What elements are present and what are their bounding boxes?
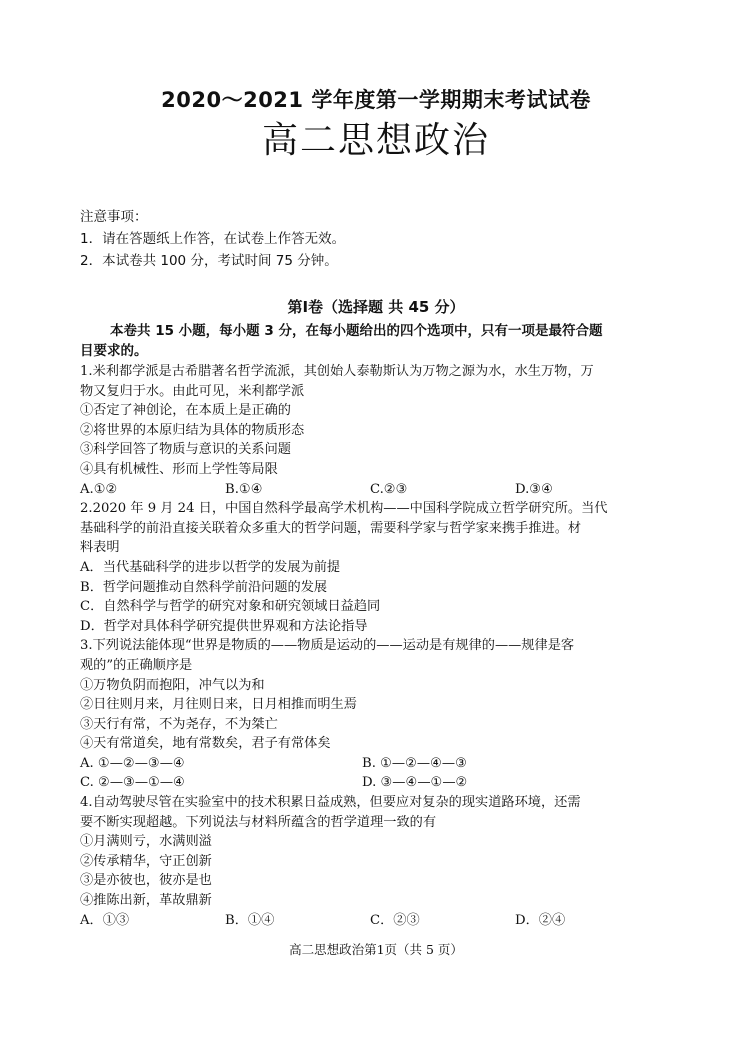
q4-option-d: D．②④ — [515, 912, 566, 928]
q3-option-c: C. ②—③—①—④ — [80, 775, 185, 791]
q2-stem-line: 2.2020 年 9 月 24 日，中国自然科学最高学术机构——中国科学院成立哲学研究所。当代 — [80, 501, 608, 517]
q3-option-a: A. ①—②—③—④ — [80, 755, 185, 771]
q3-stem-line: 3.下列说法能体现“世界是物质的——物质是运动的——运动是有规律的——规律是客 — [80, 638, 575, 654]
q2-option-b: B．哲学问题推动自然科学前沿问题的发展 — [80, 579, 328, 595]
q1-item: ④具有机械性、形而上学性等局限 — [80, 461, 278, 477]
q2-stem-line: 基础科学的前沿直接关联着众多重大的哲学问题，需要科学家与哲学家来携手推进。材 — [80, 520, 582, 536]
instruction-line: 本卷共 15 小题，每小题 3 分，在每小题给出的四个选项中，只有一项是最符合题 — [110, 323, 603, 339]
q1-option-b: B.①④ — [225, 481, 263, 497]
q1-option-d: D.③④ — [515, 481, 553, 497]
q3-item: ②日往则月来，月往则日来，日月相推而明生焉 — [80, 697, 357, 713]
q4-option-a: A．①③ — [80, 912, 130, 928]
q1-option-c: C.②③ — [370, 481, 408, 497]
q4-item: ③是亦彼也，彼亦是也 — [80, 873, 212, 889]
subject-title: 高二思想政治 — [261, 120, 490, 161]
q1-item: ③科学回答了物质与意识的关系问题 — [80, 442, 291, 458]
page-footer: 高二思想政治第1页（共 5 页） — [289, 942, 463, 957]
q4-item: ②传承精华，守正创新 — [80, 853, 212, 869]
q1-option-a: A.①② — [80, 481, 118, 497]
q3-options-row — [80, 773, 680, 793]
q4-option-c: C．②③ — [370, 912, 420, 928]
q1-stem-line: 物又复归于水。由此可见，米利都学派 — [80, 383, 305, 399]
q4-item: ①月满则亏，水满则溢 — [80, 834, 212, 850]
q3-item: ①万物负阴而抱阳，冲气以为和 — [80, 677, 265, 693]
q2-option-c: C．自然科学与哲学的研究对象和研究领域日益趋同 — [80, 599, 381, 615]
note-item: 1．请在答题纸上作答，在试卷上作答无效。 — [80, 231, 346, 247]
q2-option-d: D．哲学对具体科学研究提供世界观和方法论指导 — [80, 618, 368, 634]
section-title: 第Ⅰ卷（选择题 共 45 分） — [287, 298, 465, 316]
section-instruction — [80, 321, 680, 361]
note-item: 2．本试卷共 100 分，考试时间 75 分钟。 — [80, 253, 338, 269]
q4-options — [80, 911, 680, 931]
q3-item: ④天有常道矣，地有常数矣，君子有常体矣 — [80, 736, 331, 752]
q3-options-row — [80, 754, 680, 774]
q3-item: ③天行有常，不为尧存，不为桀亡 — [80, 716, 278, 732]
questions-body — [80, 362, 680, 930]
q3-option-b: B. ①—②—④—③ — [362, 755, 467, 771]
q1-item: ②将世界的本原归结为具体的物质形态 — [80, 422, 305, 438]
q1-item: ①否定了神创论，在本质上是正确的 — [80, 403, 291, 419]
q3-option-d: D. ③—④—①—② — [362, 775, 468, 791]
q2-option-a: A．当代基础科学的进步以哲学的发展为前提 — [80, 559, 341, 575]
q3-stem-line: 观的”的正确顺序是 — [80, 657, 193, 673]
instruction-line: 目要求的。 — [80, 343, 148, 359]
q2-stem-line: 料表明 — [80, 540, 120, 556]
q4-stem-line: 4.自动驾驶尽管在实验室中的技术积累日益成熟，但要应对复杂的现实道路环境，还需 — [80, 795, 581, 811]
exam-title: 2020～2021 学年度第一学期期末考试试卷 — [161, 88, 591, 112]
q4-stem-line: 要不断实现超越。下列说法与材料所蕴含的哲学道理一致的有 — [80, 814, 437, 830]
q1-options — [80, 480, 680, 500]
q4-option-b: B．①④ — [225, 912, 275, 928]
notes-block — [80, 206, 345, 272]
q4-item: ④推陈出新，革故鼎新 — [80, 893, 212, 909]
q1-stem-line: 1.米利都学派是古希腊著名哲学流派，其创始人泰勒斯认为万物之源为水，水生万物，万 — [80, 364, 594, 379]
notes-heading: 注意事项： — [80, 209, 148, 225]
